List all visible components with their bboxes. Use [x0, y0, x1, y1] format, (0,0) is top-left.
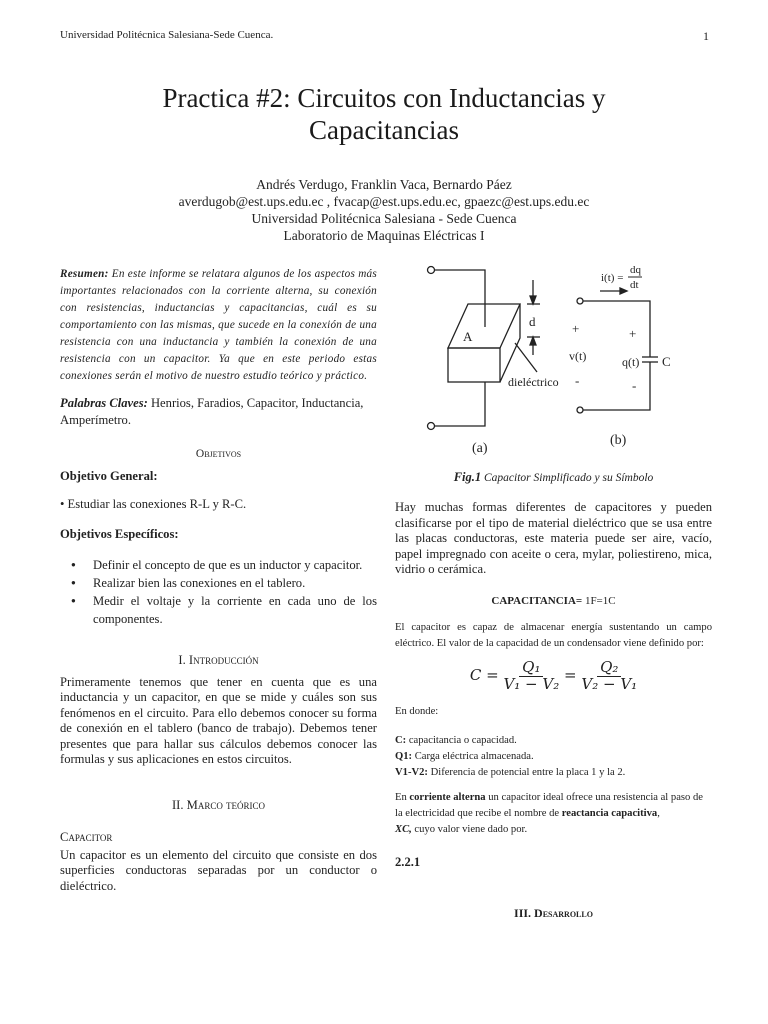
text: , — [657, 808, 660, 819]
objetivos-list — [60, 556, 377, 628]
author-lab: Laboratorio de Maquinas Eléctricas I — [283, 228, 485, 243]
figure-caption — [395, 470, 712, 485]
text: cuyo valor viene dado por. — [411, 824, 528, 835]
terminal-icon — [577, 407, 583, 413]
fig-dq: dq — [630, 264, 641, 276]
right-column — [395, 500, 712, 921]
fig-label-a-caption: (a) — [472, 441, 488, 456]
fig-it: i(t) = — [601, 272, 624, 284]
abstract-label: Resumen: — [60, 268, 109, 280]
list-item: ● Definir el concepto de que es un inductor y capacitor. — [60, 556, 377, 574]
objetivo-general-label: Objetivo General: — [60, 468, 158, 483]
author-block — [0, 176, 768, 244]
definition-item — [395, 733, 712, 749]
author-university: Universidad Politécnica Salesiana - Sede Cuenca — [251, 211, 517, 226]
figure-caption-text: Capacitor Simplificado y su Símbolo — [481, 472, 654, 484]
running-header: Universidad Politécnica Salesiana-Sede Cuenca. — [60, 29, 274, 41]
terminal-icon — [428, 267, 435, 274]
definition: Carga eléctrica almacenada. — [412, 751, 534, 762]
definition-item — [395, 749, 712, 765]
term: Q1: — [395, 751, 413, 762]
capacitancia-value: 1F=1C — [582, 594, 616, 607]
fig-plus: + — [629, 326, 637, 341]
abstract — [60, 266, 377, 385]
section-number: 2.2.1 — [395, 855, 421, 869]
capacitancia-line — [395, 594, 712, 610]
terminal-icon — [577, 298, 583, 304]
author-emails: averdugob@est.ups.edu.ec , fvacap@est.ups.edu.ec, gpaezc@est.ups.edu.ec — [178, 194, 590, 209]
capacitancia-label: CAPACITANCIA= — [491, 594, 583, 607]
figure-caption-number: Fig.1 — [453, 470, 482, 484]
text: un capacitor ideal ofrece una resistencia al paso de la electricidad que recibe el nombre de — [395, 792, 703, 819]
fig-vt: v(t) — [569, 349, 587, 363]
marco-heading: II. Marco teórico — [171, 797, 266, 812]
fig-label-dielectric: dieléctrico — [508, 375, 559, 389]
objetivos-heading: Objetivos — [195, 448, 242, 460]
text-bold: corriente alterna — [409, 792, 486, 803]
fig-minus: - — [632, 378, 637, 393]
formula-fraction-1 — [503, 660, 559, 692]
fig-label-a: A — [463, 329, 473, 344]
terminal-icon — [428, 423, 435, 430]
definition: Diferencia de potencial entre la placa 1 y la 2. — [427, 767, 626, 778]
page-number: 1 — [703, 29, 709, 43]
formula-equals: = — [564, 666, 577, 684]
text-bold: reactancia capacitiva — [561, 808, 658, 819]
fig-dt: dt — [630, 279, 639, 291]
title-line-1: Practica #2: Circuitos con Inductancias y — [162, 83, 606, 113]
fig-plus: + — [572, 321, 580, 336]
definition: capacitancia o capacidad. — [406, 735, 517, 746]
objetivo-general-item: • Estudiar las conexiones R-L y R-C. — [60, 497, 247, 511]
text: En — [395, 792, 410, 803]
capacitance-formula — [395, 660, 712, 692]
definition-item — [395, 765, 712, 781]
intro-text: Primeramente tenemos que tener en cuenta que es una inductancia y un capacitor, en que se mide y cuáles son sus fenómenos en el circuito. Para ello debemos conocer su forma de conexión en el tablero (banco de trabajo). Debemos tener presentes que para hallar sus cálculos debemos conocer las formulas y sus aplicaciones en estos circuitos. — [60, 674, 377, 766]
formula-lhs: C = — [469, 666, 499, 684]
definitions — [395, 733, 712, 781]
fig-qt: q(t) — [622, 355, 640, 369]
capacitor-types-text: Hay muchas formas diferentes de capacitores y pueden clasificarse por el tipo de material dieléctrico que se usa entre las placas conductoras, este materia puede ser aire, vacío, papel impregnado con aceite o cera, mylar, poliestireno, mica, vidrio o cerámica. — [395, 500, 712, 576]
term: V1-V2: — [395, 767, 428, 778]
capacitor-energy-text: El capacitor es capaz de almacenar energía sustentando un campo eléctrico. El valor de la capacidad de un condensador viene definido por: — [395, 622, 712, 649]
denominator: V₁ − V₂ — [503, 674, 560, 693]
text-bold: XC, — [395, 824, 412, 835]
fig-label-d: d — [529, 314, 536, 329]
en-donde: En donde: — [395, 706, 439, 717]
abstract-text: En este informe se relatara algunos de los aspectos más importantes relacionados con la corriente alterna, su conexión con resistencias, inductancias y capacitancias, cuál es su comportamiento con las mismas, que sucede en la conexión de una resistencia con una inductancia y también la conexión de una resistencia con un capacitor. Ya que en este periodo estas conexiones serán el motivo de nuestro estudio teórico y práctico. — [60, 268, 377, 382]
desarrollo-heading: III. Desarrollo — [514, 905, 593, 920]
keywords-label: Palabras Claves: — [60, 396, 148, 410]
numerator: Q₂ — [597, 660, 621, 677]
fig-label-b-caption: (b) — [610, 433, 627, 448]
fig-minus: - — [575, 373, 580, 388]
author-names: Andrés Verdugo, Franklin Vaca, Bernardo Páez — [256, 177, 512, 192]
list-item: ● Realizar bien las conexiones en el tablero. — [60, 574, 377, 592]
denominator: V₂ − V₁ — [581, 674, 638, 693]
term: C: — [395, 735, 407, 746]
list-item: ● Medir el voltaje y la corriente en cada uno de los componentes. — [60, 592, 377, 628]
capacitor-subheading: Capacitor — [60, 830, 113, 844]
keywords-text: Henrios, Faradios, Capacitor, Inductancia, Amperímetro. — [60, 396, 364, 427]
formula-fraction-2 — [581, 660, 637, 692]
fig-C: C — [662, 354, 671, 369]
intro-heading: I. Introducción — [178, 653, 259, 667]
keywords — [60, 395, 377, 429]
numerator: Q₁ — [519, 660, 543, 677]
title-line-2: Capacitancias — [309, 115, 459, 145]
page-title — [0, 82, 768, 146]
objetivos-especificos-label: Objetivos Específicos: — [60, 526, 179, 541]
marco-text: Un capacitor es un elemento del circuito que consiste en dos superficies conductoras separadas por un conductor o dieléctrico. — [60, 847, 377, 893]
capacitor-figure — [400, 245, 720, 465]
left-column — [60, 266, 377, 894]
reactance-text — [395, 790, 712, 838]
